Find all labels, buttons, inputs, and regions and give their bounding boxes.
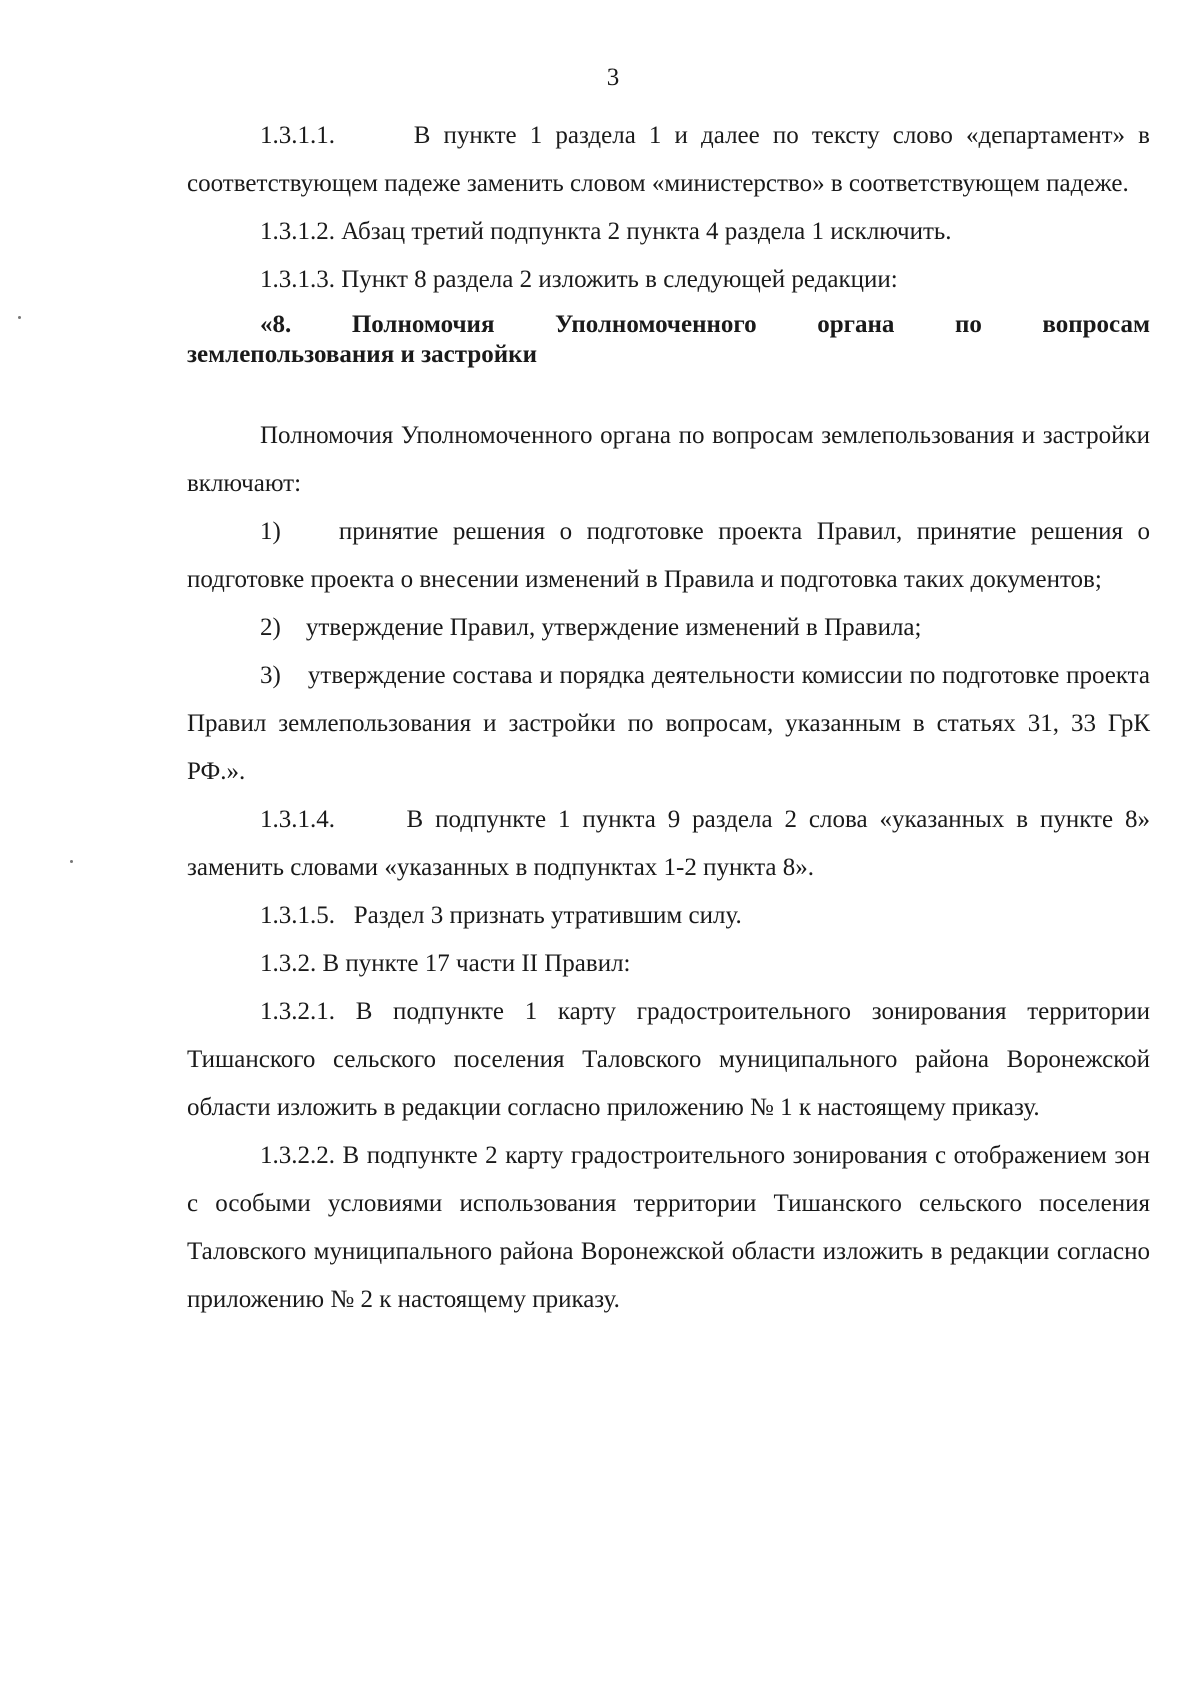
paragraph-1-3-2-2: 1.3.2.2. В подпункте 2 карту градостроительного зонирования с отображением зон с особыми условиями использования территории Тишанского сельского поселения Таловского муниципального района Воронежской области изложить в редакции согласно приложению № 2 к настоящему приказу. xyxy=(187,1142,1150,1313)
paragraph-1-3-1-3: 1.3.1.3. Пункт 8 раздела 2 изложить в следующей редакции: xyxy=(260,266,898,293)
paragraph-1-3-1-2: 1.3.1.2. Абзац третий подпункта 2 пункта 4 раздела 1 исключить. xyxy=(260,218,952,245)
paragraph-1-3-1-5: 1.3.1.5. Раздел 3 признать утратившим силу. xyxy=(260,902,742,929)
paragraph-powers-intro: Полномочия Уполномоченного органа по вопросам землепользования и застройки включают: xyxy=(187,422,1150,497)
section-heading-8: «8. Полномочия Уполномоченного органа по вопросам землепользования и застройки xyxy=(187,311,1157,368)
paragraph-1-3-2-1: 1.3.2.1. В подпункте 1 карту градостроительного зонирования территории Тишанского сельского поселения Таловского муниципального района Воронежской области изложить в редакции согласно приложению № 1 к настоящему приказу. xyxy=(187,998,1150,1121)
list-item-1: 1) принятие решения о подготовке проекта Правил, принятие решения о подготовке проекта о внесении изменений в Правила и подготовка таких документов; xyxy=(187,518,1157,593)
paragraph-1-3-1-4: 1.3.1.4. В подпункте 1 пункта 9 раздела 2 слова «указанных в пункте 8» заменить словами «указанных в подпунктах 1-2 пункта 8». xyxy=(187,806,1157,881)
paragraph-1-3-2: 1.3.2. В пункте 17 части II Правил: xyxy=(260,950,631,977)
page-number: 3 xyxy=(606,64,620,91)
document-body xyxy=(187,112,1157,1324)
list-item-3: 3) утверждение состава и порядка деятельности комиссии по подготовке проекта Правил землепользования и застройки по вопросам, указанным в статьях 31, 33 ГрК РФ.». xyxy=(187,662,1157,785)
spacer xyxy=(187,370,1150,412)
scan-speck xyxy=(18,316,21,319)
list-item-2: 2) утверждение Правил, утверждение изменений в Правила; xyxy=(260,614,922,641)
scan-speck xyxy=(70,860,73,863)
paragraph-1-3-1-1: 1.3.1.1. В пункте 1 раздела 1 и далее по тексту слово «департамент» в соответствующем падеже заменить словом «министерство» в соответствующем падеже. xyxy=(187,122,1157,197)
